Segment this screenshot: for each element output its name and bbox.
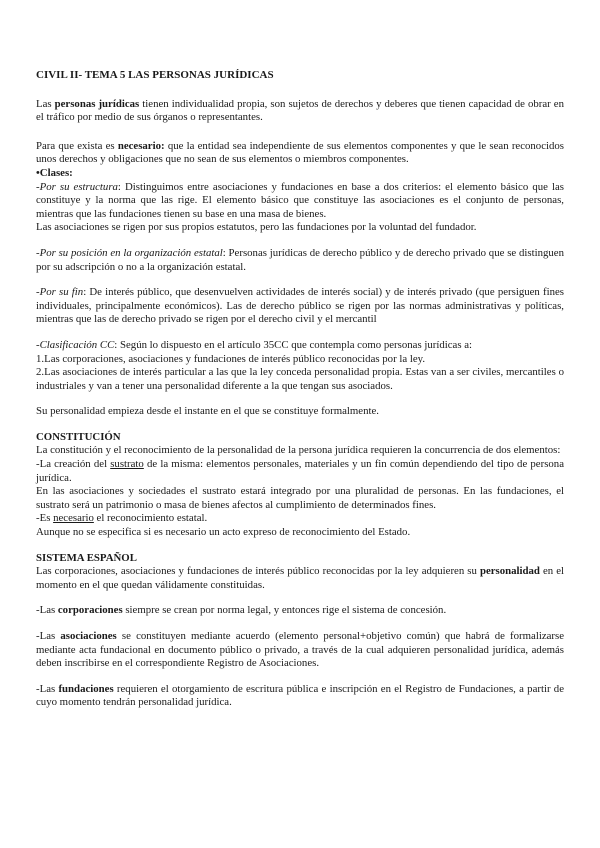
intro-post: tienen individualidad propia, son sujetos de derechos y deberes que tienen capacidad de obrar en el tráfico por medio de sus órganos o representantes. (36, 97, 564, 124)
fin-text: : De interés público, que desenvuelven actividades de interés social) y de interés privado (que persiguen fines individuales, principalmente económicos). Las de derecho público se rigen por las normas administrativas y políticas, mientras que las de derecho privado se rigen por el derecho civil y el mercantil (36, 286, 564, 326)
clasificacion-prefix: - (36, 338, 40, 351)
sistema-p1-bold: personalidad (479, 565, 540, 578)
constitucion-p2 (36, 458, 564, 485)
constitucion-p3: En las asociaciones y sociedades el sustrato estará integrado por una pluralidad de personas. En las fundaciones, el sustrato será un patrimonio o masa de bienes afectos al cumplimiento de determinados fines. (36, 485, 564, 511)
clasificacion-paragraph (36, 339, 564, 353)
posicion-text: : Personas jurídicas de derecho público y de derecho privado que se distinguen por su adscripción o no a la organización estatal. (36, 246, 564, 273)
constitucion-p2-pre: -La creación del (36, 458, 111, 471)
corporaciones-pre: -Las (36, 604, 58, 617)
estructura-line2: Las asociaciones se rigen por sus propios estatutos, pero las fundaciones por la voluntad del fundador. (36, 221, 477, 234)
constitucion-p4-underline: necesario (53, 512, 94, 525)
corporaciones-paragraph (36, 604, 564, 618)
constitucion-p1: La constitución y el reconocimiento de la personalidad de la persona jurídica requieren la concurrencia de dos elementos: (36, 444, 561, 457)
constitucion-p4-pre: -Es (36, 512, 54, 525)
sistema-p1-pre: Las corporaciones, asociaciones y fundaciones de interés público reconocidas por la ley adquieren su (36, 565, 480, 578)
constitucion-p4 (36, 512, 564, 526)
posicion-paragraph (36, 247, 564, 274)
intro-paragraph (36, 98, 564, 125)
fundaciones-pre: -Las (36, 682, 59, 695)
constitucion-p5: Aunque no se especifica si es necesario un acto expreso de reconocimiento del Estado. (36, 526, 411, 539)
necesario-paragraph (36, 140, 564, 167)
necesario-post: que la entidad sea independiente de sus elementos componentes y que le sean reconocidos unos derechos y obligaciones que no sean de sus elementos o miembros componentes. (36, 139, 564, 166)
sistema-heading: SISTEMA ESPAÑOL (36, 551, 137, 564)
asociaciones-bold: asociaciones (60, 630, 117, 642)
sistema-p1 (36, 565, 564, 592)
document-body (36, 69, 564, 710)
clases-label: •Clases: (36, 166, 73, 179)
constitucion-heading: CONSTITUCIÓN (36, 430, 121, 443)
fundaciones-post: requieren el otorgamiento de escritura pública e inscripción en el Registro de Fundaciones, a partir de cuyo momento tendrán personalidad jurídica. (36, 682, 565, 709)
asociaciones-paragraph (36, 630, 564, 671)
intro-pre: Las (36, 97, 55, 110)
necesario-pre: Para que exista es (36, 139, 118, 152)
constitucion-p2-post: de la misma: elementos personales, materiales y un fin común dependiendo del tipo de persona jurídica. (36, 458, 564, 484)
constitucion-p4-post: el reconocimiento estatal. (93, 512, 208, 525)
document-title: CIVIL II- TEMA 5 LAS PERSONAS JURÍDICAS (36, 69, 274, 81)
estructura-text: : Distinguimos entre asociaciones y fundaciones en base a dos criterios: el elemento básico que las constituye y la norma que las rige. El elemento básico que constituye las asociaciones es el conjunto de personas, mientras que las fundaciones tienen su base en una masa de bienes. (36, 180, 564, 220)
constitucion-p2-underline: sustrato (110, 458, 144, 471)
fundaciones-paragraph (36, 683, 564, 710)
clasificacion-label: Clasificación CC (39, 338, 115, 351)
estructura-label: -Por su estructura (36, 180, 118, 193)
clasificacion-item-2: 2.Las asociaciones de interés particular a las que la ley conceda personalidad propia. Estas van a ser civiles, mercantiles o industriales y van a tener una personalidad diferente a la que tengan sus asociados. (36, 366, 564, 392)
personalidad-inicio: Su personalidad empieza desde el instante en el que se constituye formalmente. (36, 405, 379, 418)
clasificacion-text: : Según lo dispuesto en el artículo 35CC que contempla como personas jurídicas a: (114, 338, 473, 351)
corporaciones-post: siempre se crean por norma legal, y entonces rige el sistema de concesión. (122, 604, 447, 617)
clasificacion-item-1: 1.Las corporaciones, asociaciones y fundaciones de interés público reconocidas por la ley. (36, 352, 426, 365)
necesario-bold: necesario: (117, 139, 165, 152)
fundaciones-bold: fundaciones (58, 682, 114, 695)
corporaciones-bold: corporaciones (57, 604, 123, 617)
posicion-label: -Por su posición en la organización estatal (36, 246, 223, 259)
intro-bold: personas jurídicas (54, 97, 140, 110)
sistema-p1-post: en el momento en el que quedan válidamente constituidas. (36, 565, 564, 591)
fin-label: -Por su fin (36, 286, 84, 299)
estructura-paragraph (36, 181, 564, 222)
asociaciones-pre: -Las (36, 630, 61, 642)
fin-paragraph (36, 286, 564, 327)
asociaciones-post: se constituyen mediante acuerdo (elemento personal+objetivo común) que habrá de formalizarse mediante acta fundacional en documento público o privado, a través de la cual adquieren personalidad jurídica, además deben inscribirse en el correspondiente Registro de Asociaciones. (36, 630, 565, 670)
